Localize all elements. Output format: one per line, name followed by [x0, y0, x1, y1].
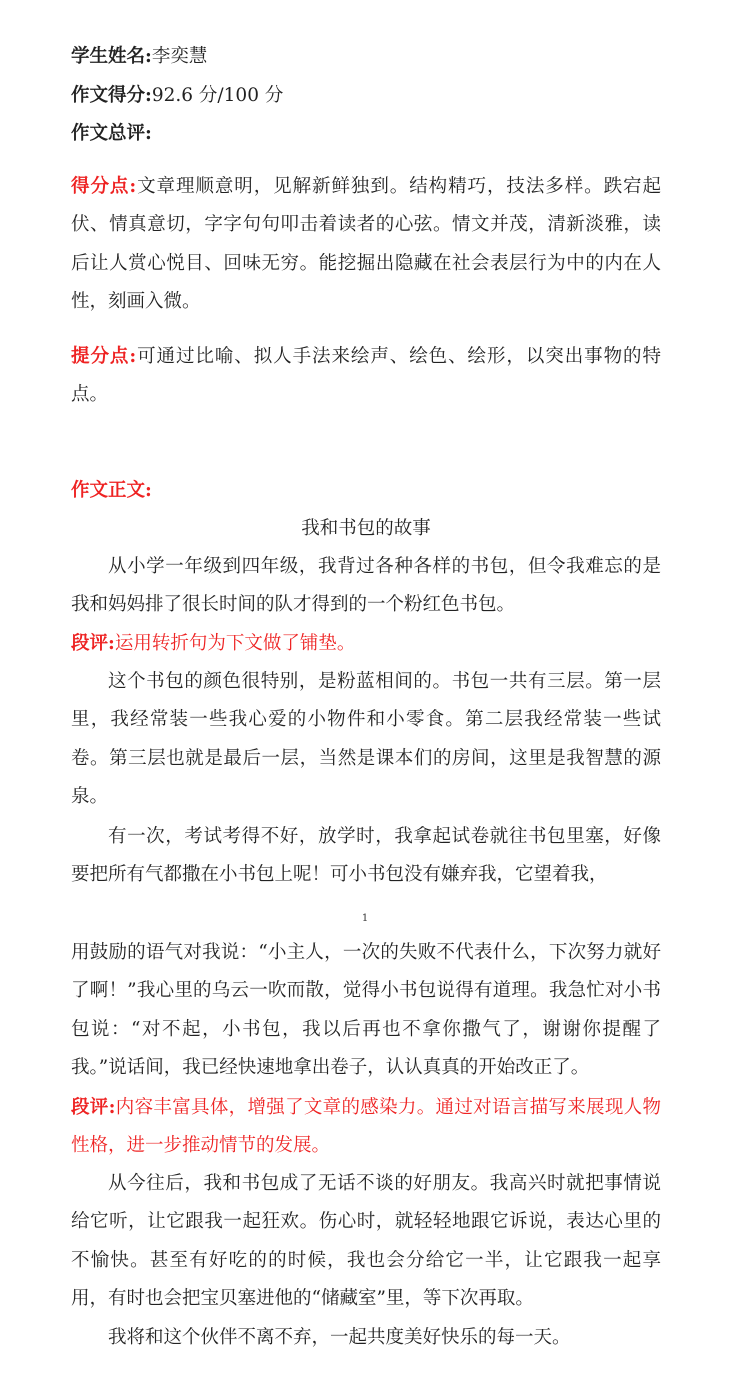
paragraph-note-1-label: 段评:: [71, 633, 115, 654]
paragraph-note-2-text: 内容丰富具体，增强了文章的感染力。通过对语言描写来展现人物性格，进一步推动情节的发展。: [71, 1097, 661, 1157]
suggestion-paragraph: [71, 338, 661, 415]
page-number: 1: [361, 913, 369, 924]
student-info: [71, 38, 661, 154]
student-name-value: 李奕慧: [151, 46, 208, 67]
score-label: 作文得分:: [71, 84, 152, 106]
essay-paragraph-1: 从小学一年级到四年级，我背过各种各样的书包，但令我难忘的是我和妈妈排了很长时间的队才得到的一个粉红色书包。: [71, 556, 661, 616]
paragraph-note-2: [71, 1089, 661, 1166]
overall-comment-label: 作文总评:: [71, 123, 152, 144]
essay-title: 我和书包的故事: [301, 518, 431, 539]
essay-paragraph-3-part-2: 用鼓励的语气对我说：“小主人，一次的失败不代表什么，下次努力就好了啊！”我心里的乌云一吹而散，觉得小书包说得有道理。我急忙对小书包说：“对不起，小书包，我以后再也不拿你撒气了，谢谢你提醒了我。”说话间，我已经快速地拿出卷子，认认真真的开始改正了。: [71, 942, 661, 1078]
merit-label: 得分点:: [71, 176, 137, 197]
paragraph-note-2-label: 段评:: [71, 1097, 116, 1118]
essay-paragraph-3-part-1: 有一次，考试考得不好，放学时，我拿起试卷就往书包里塞，好像要把所有气都撒在小书包上呢！可小书包没有嫌弃我，它望着我，: [71, 826, 661, 886]
student-name-row: [71, 38, 661, 77]
suggestion-label: 提分点:: [71, 346, 137, 367]
score-row: [71, 77, 661, 116]
score-value: 92.6 分/100 分: [151, 84, 284, 106]
essay-paragraph-2: 这个书包的颜色很特别，是粉蓝相间的。书包一共有三层。第一层里，我经常装一些我心爱的小物件和小零食。第二层我经常装一些试卷。第三层也就是最后一层，当然是课本们的房间，这里是我智慧的源泉。: [71, 671, 661, 807]
merit-paragraph: [71, 168, 661, 321]
essay-paragraph-5: 我将和这个伙伴不离不弃，一起共度美好快乐的每一天。: [108, 1327, 571, 1348]
paragraph-note-1: [71, 625, 661, 663]
student-name-label: 学生姓名:: [71, 46, 152, 67]
paragraph-note-1-text: 运用转折句为下文做了铺垫。: [114, 633, 356, 654]
essay-paragraph-4: 从今往后，我和书包成了无话不谈的好朋友。我高兴时就把事情说给它听，让它跟我一起狂欢。伤心时，就轻轻地跟它诉说，表达心里的不愉快。甚至有好吃的的时候，我也会分给它一半，让它跟我一起享用，有时也会把宝贝塞进他的“储藏室”里，等下次再取。: [71, 1173, 661, 1309]
merit-text: 文章理顺意明，见解新鲜独到。结构精巧，技法多样。跌宕起伏、情真意切，字字句句叩击着读者的心弦。情文并茂，清新淡雅，读后让人赏心悦目、回味无穷。能挖掘出隐藏在社会表层行为中的内在人性，刻画入微。: [71, 176, 661, 312]
overall-comment-row: [71, 115, 661, 154]
suggestion-text: 可通过比喻、拟人手法来绘声、绘色、绘形，以突出事物的特点。: [71, 346, 661, 406]
essay-section-label: 作文正文:: [71, 480, 152, 501]
